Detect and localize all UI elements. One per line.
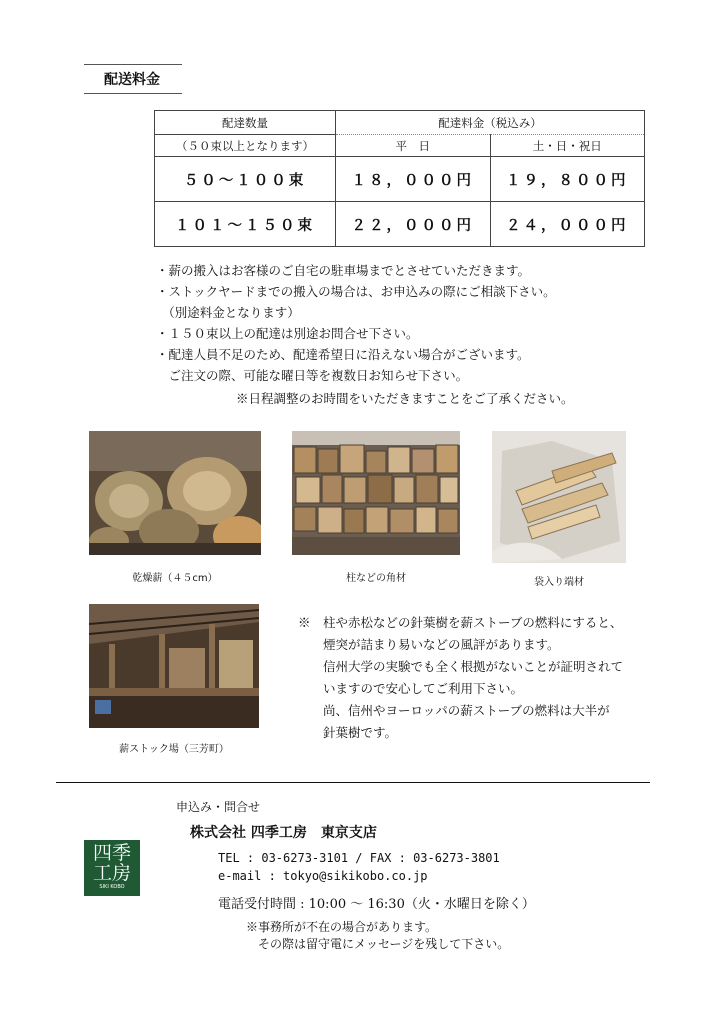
header-quantity-sub: （５０束以上となります） <box>155 135 336 157</box>
company-logo <box>84 840 140 896</box>
phone-hours: 電話受付時間 : 10:00 ～ 16:30（火・水曜日を除く） <box>218 897 535 912</box>
caption-dried-firewood: 乾燥薪（４５cm） <box>132 573 218 584</box>
row-quantity: ５０～１００束 <box>155 157 336 202</box>
note-line: ・配達人員不足のため、配達希望日に沿えない場合がございます。 <box>156 347 530 362</box>
note-line: ・ストックヤードまでの搬入の場合は、お申込みの際にご相談下さい。 <box>156 284 556 299</box>
caption-lumber: 柱などの角材 <box>346 573 406 584</box>
logo-line1: 四季 <box>92 842 131 864</box>
header-holiday: 土・日・祝日 <box>490 135 645 157</box>
note-line: ・薪の搬入はお客様のご自宅の駐車場までとさせていただきます。 <box>156 263 531 278</box>
row-weekday-fee: ２２，０００円 <box>336 202 491 247</box>
table-row <box>155 157 645 202</box>
email: e-mail : tokyo@sikikobo.co.jp <box>218 869 428 883</box>
header-quantity: 配達数量 <box>155 111 336 135</box>
caption-stock-yard: 薪ストック場（三芳町） <box>119 744 229 755</box>
row-weekday-fee: １８，０００円 <box>336 157 491 202</box>
note-line: ・１５０束以上の配達は別途お問合せ下さい。 <box>156 326 419 341</box>
note-line: 尚、信州やヨーロッパの薪ストーブの燃料は大半が <box>298 703 610 718</box>
conifer-note <box>298 612 623 744</box>
header-weekday: 平 日 <box>336 135 491 157</box>
note-line: 煙突が詰まり易いなどの風評があります。 <box>298 637 560 652</box>
logo-line2: 工房 <box>92 862 131 884</box>
delivery-notes <box>156 260 556 386</box>
caption-bagged-offcuts: 袋入り端材 <box>534 577 584 588</box>
bagged-offcuts-photo <box>492 431 626 563</box>
row-holiday-fee: ２４，０００円 <box>490 202 645 247</box>
divider <box>56 782 650 783</box>
logo-sub: SIKI KOBO <box>99 884 125 890</box>
note-line: いますので安心してご利用下さい。 <box>298 681 524 696</box>
company-name: 株式会社 四季工房 東京支店 <box>190 825 377 841</box>
note-line: 針葉樹です。 <box>298 725 398 740</box>
section-title: 配送料金 <box>84 64 182 94</box>
note-line: 信州大学の実験でも全く根拠がないことが証明されて <box>298 659 624 674</box>
lumber-photo <box>292 431 460 555</box>
absence-note-1: ※事務所が不在の場合があります。 <box>246 920 438 934</box>
contact-heading: 申込み・問合せ <box>176 800 261 814</box>
row-holiday-fee: １９，８００円 <box>490 157 645 202</box>
schedule-note: ※日程調整のお時間をいただきますことをご了承ください。 <box>236 391 574 406</box>
tel-fax: TEL : 03-6273-3101 / FAX : 03-6273-3801 <box>218 851 500 865</box>
stock-yard-photo <box>89 604 259 728</box>
header-fee: 配達料金（税込み） <box>336 111 645 135</box>
absence-note-2: その際は留守電にメッセージを残して下さい。 <box>246 937 510 951</box>
delivery-fee-table <box>154 110 645 247</box>
note-line: （別途料金となります） <box>156 305 300 320</box>
note-line: ※ 柱や赤松などの針葉樹を薪ストーブの燃料にすると、 <box>298 615 623 630</box>
note-line: ご注文の際、可能な曜日等を複数日お知らせ下さい。 <box>156 368 469 383</box>
dried-firewood-photo <box>89 431 261 555</box>
table-row <box>155 202 645 247</box>
row-quantity: １０１～１５０束 <box>155 202 336 247</box>
